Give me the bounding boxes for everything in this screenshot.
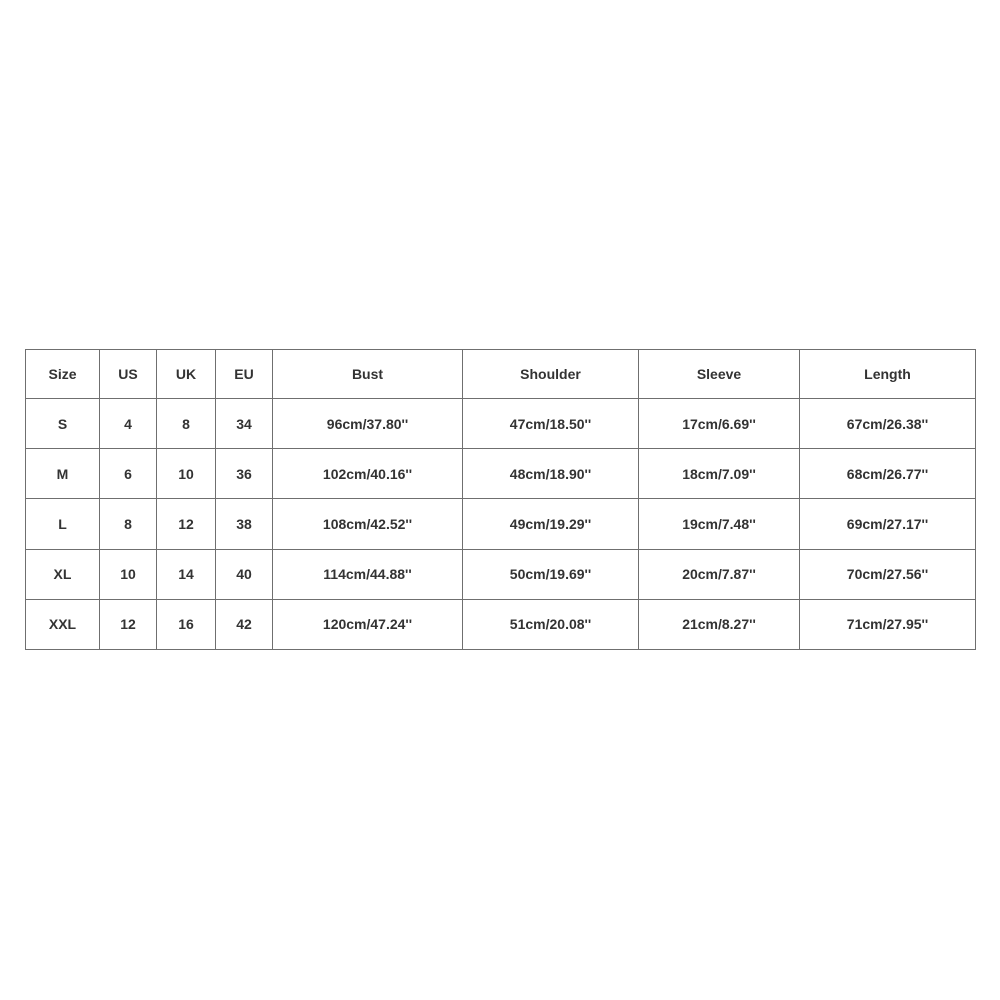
table-row bbox=[26, 599, 976, 649]
cell-us: 10 bbox=[100, 549, 157, 599]
table-row bbox=[26, 549, 976, 599]
cell-us: 4 bbox=[100, 399, 157, 449]
cell-shoulder: 47cm/18.50'' bbox=[463, 399, 639, 449]
table-row bbox=[26, 499, 976, 549]
cell-uk: 12 bbox=[157, 499, 216, 549]
header-bust: Bust bbox=[273, 350, 463, 399]
header-uk: UK bbox=[157, 350, 216, 399]
cell-length: 70cm/27.56'' bbox=[800, 549, 976, 599]
table-row bbox=[26, 399, 976, 449]
header-shoulder: Shoulder bbox=[463, 350, 639, 399]
header-us: US bbox=[100, 350, 157, 399]
cell-length: 67cm/26.38'' bbox=[800, 399, 976, 449]
cell-shoulder: 48cm/18.90'' bbox=[463, 449, 639, 499]
header-eu: EU bbox=[216, 350, 273, 399]
cell-eu: 40 bbox=[216, 549, 273, 599]
size-chart-table bbox=[25, 349, 976, 650]
cell-uk: 10 bbox=[157, 449, 216, 499]
cell-length: 69cm/27.17'' bbox=[800, 499, 976, 549]
cell-sleeve: 19cm/7.48'' bbox=[639, 499, 800, 549]
cell-us: 8 bbox=[100, 499, 157, 549]
header-size: Size bbox=[26, 350, 100, 399]
cell-length: 68cm/26.77'' bbox=[800, 449, 976, 499]
table-row bbox=[26, 449, 976, 499]
cell-uk: 8 bbox=[157, 399, 216, 449]
header-sleeve: Sleeve bbox=[639, 350, 800, 399]
table-header-row bbox=[26, 350, 976, 399]
cell-us: 12 bbox=[100, 599, 157, 649]
cell-eu: 38 bbox=[216, 499, 273, 549]
cell-size: L bbox=[26, 499, 100, 549]
cell-us: 6 bbox=[100, 449, 157, 499]
cell-sleeve: 18cm/7.09'' bbox=[639, 449, 800, 499]
header-length: Length bbox=[800, 350, 976, 399]
cell-uk: 16 bbox=[157, 599, 216, 649]
cell-shoulder: 51cm/20.08'' bbox=[463, 599, 639, 649]
cell-eu: 34 bbox=[216, 399, 273, 449]
cell-sleeve: 17cm/6.69'' bbox=[639, 399, 800, 449]
cell-eu: 36 bbox=[216, 449, 273, 499]
cell-shoulder: 49cm/19.29'' bbox=[463, 499, 639, 549]
cell-bust: 120cm/47.24'' bbox=[273, 599, 463, 649]
cell-bust: 108cm/42.52'' bbox=[273, 499, 463, 549]
cell-size: XL bbox=[26, 549, 100, 599]
cell-bust: 114cm/44.88'' bbox=[273, 549, 463, 599]
cell-bust: 102cm/40.16'' bbox=[273, 449, 463, 499]
cell-size: XXL bbox=[26, 599, 100, 649]
cell-size: S bbox=[26, 399, 100, 449]
cell-bust: 96cm/37.80'' bbox=[273, 399, 463, 449]
cell-shoulder: 50cm/19.69'' bbox=[463, 549, 639, 599]
cell-length: 71cm/27.95'' bbox=[800, 599, 976, 649]
cell-sleeve: 21cm/8.27'' bbox=[639, 599, 800, 649]
cell-eu: 42 bbox=[216, 599, 273, 649]
cell-uk: 14 bbox=[157, 549, 216, 599]
cell-size: M bbox=[26, 449, 100, 499]
cell-sleeve: 20cm/7.87'' bbox=[639, 549, 800, 599]
